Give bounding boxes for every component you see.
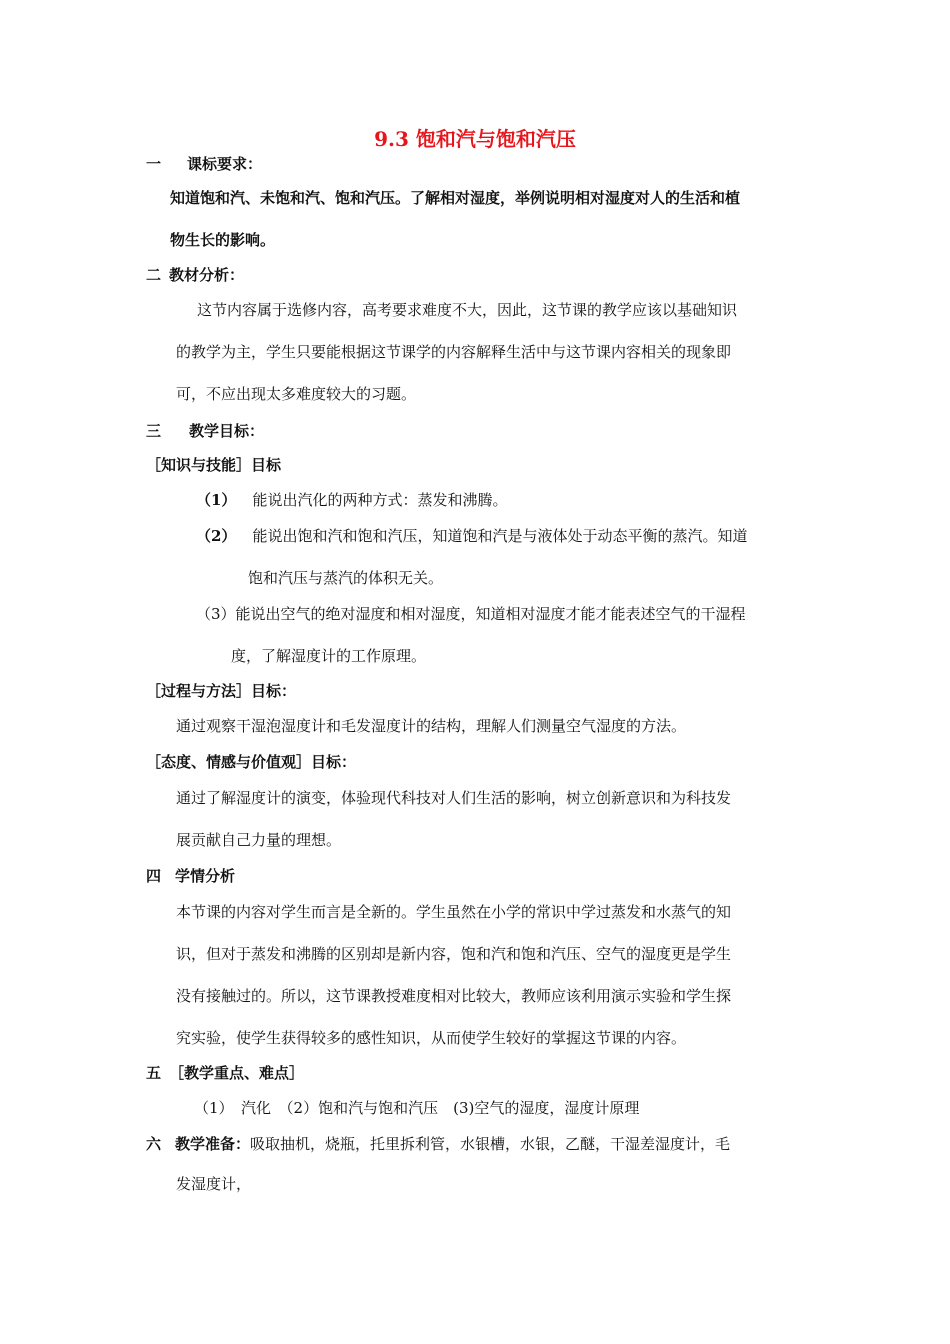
paragraph-line: 吸取抽机，烧瓶，托里拆利管，水银槽，水银，乙醚，干湿差湿度计，毛 — [250, 1135, 731, 1153]
section-3-heading — [146, 421, 264, 441]
section-title: 教学目标： — [189, 422, 265, 440]
paragraph-line: 可，不应出现太多难度较大的习题。 — [176, 385, 417, 403]
paragraph-line: 物生长的影响。 — [170, 231, 276, 249]
section-5-heading — [146, 1063, 304, 1083]
section-number: 五 — [146, 1064, 162, 1082]
document-title: 9.3 饱和汽与饱和汽压 — [374, 127, 576, 151]
subsection-heading: ［态度、情感与价值观］目标： — [146, 753, 357, 771]
paragraph-line: 通过观察干湿泡湿度计和毛发湿度计的结构，理解人们测量空气湿度的方法。 — [176, 717, 687, 735]
item-number: （1） — [196, 491, 237, 509]
list-item — [196, 526, 747, 546]
list-item: （3）能说出空气的绝对湿度和相对湿度，知道相对湿度才能才能表述空气的干湿程 — [196, 605, 746, 623]
section-1-heading — [146, 154, 262, 174]
section-title: 教学准备： — [175, 1135, 251, 1153]
paragraph-line: 这节内容属于选修内容，高考要求难度不大，因此，这节课的教学应该以基础知识 — [197, 301, 738, 319]
section-title: 学情分析 — [175, 867, 236, 885]
subsection-heading: ［知识与技能］目标 — [146, 456, 282, 474]
subsection-heading: ［过程与方法］目标： — [146, 682, 297, 700]
section-number: 一 — [146, 155, 162, 173]
section-4-heading — [146, 866, 235, 886]
section-number: 六 — [146, 1135, 162, 1153]
paragraph-line: 展贡献自己力量的理想。 — [176, 831, 342, 849]
paragraph-line: 没有接触过的。所以，这节课教授难度相对比较大，教师应该利用演示实验和学生探 — [176, 987, 732, 1005]
section-number: 四 — [146, 867, 162, 885]
paragraph-line: 的教学为主，学生只要能根据这节课学的内容解释生活中与这节课内容相关的现象即 — [176, 343, 732, 361]
item-number: （2） — [196, 527, 237, 545]
paragraph-line: 究实验，使学生获得较多的感性知识，从而使学生较好的掌握这节课的内容。 — [176, 1029, 687, 1047]
key-points-list: （1） 汽化 （2）饱和汽与饱和汽压 (3)空气的湿度，湿度计原理 — [194, 1099, 640, 1117]
item-text: 能说出汽化的两种方式：蒸发和沸腾。 — [252, 491, 508, 509]
section-title: ［教学重点、难点］ — [169, 1064, 305, 1082]
section-2-heading — [146, 265, 244, 285]
list-item — [196, 490, 507, 510]
paragraph-line: 知道饱和汽、未饱和汽、饱和汽压。了解相对湿度，举例说明相对湿度对人的生活和植 — [170, 189, 741, 207]
section-title: 课标要求： — [187, 155, 263, 173]
paragraph-line: 本节课的内容对学生而言是全新的。学生虽然在小学的常识中学过蒸发和水蒸气的知 — [176, 903, 732, 921]
item-text: 能说出饱和汽和饱和汽压，知道饱和汽是与液体处于动态平衡的蒸汽。知道 — [252, 527, 748, 545]
paragraph-line: 发湿度计， — [176, 1175, 252, 1193]
paragraph-line: 饱和汽压与蒸汽的体积无关。 — [248, 569, 444, 587]
section-number: 三 — [146, 422, 162, 440]
section-title: 教材分析： — [169, 266, 245, 284]
paragraph-line: 度，了解湿度计的工作原理。 — [231, 647, 427, 665]
section-6-heading — [146, 1134, 730, 1154]
section-number: 二 — [146, 266, 162, 284]
paragraph-line: 通过了解湿度计的演变，体验现代科技对人们生活的影响，树立创新意识和为科技发 — [176, 789, 732, 807]
paragraph-line: 识，但对于蒸发和沸腾的区别却是新内容，饱和汽和饱和汽压、空气的湿度更是学生 — [176, 945, 732, 963]
